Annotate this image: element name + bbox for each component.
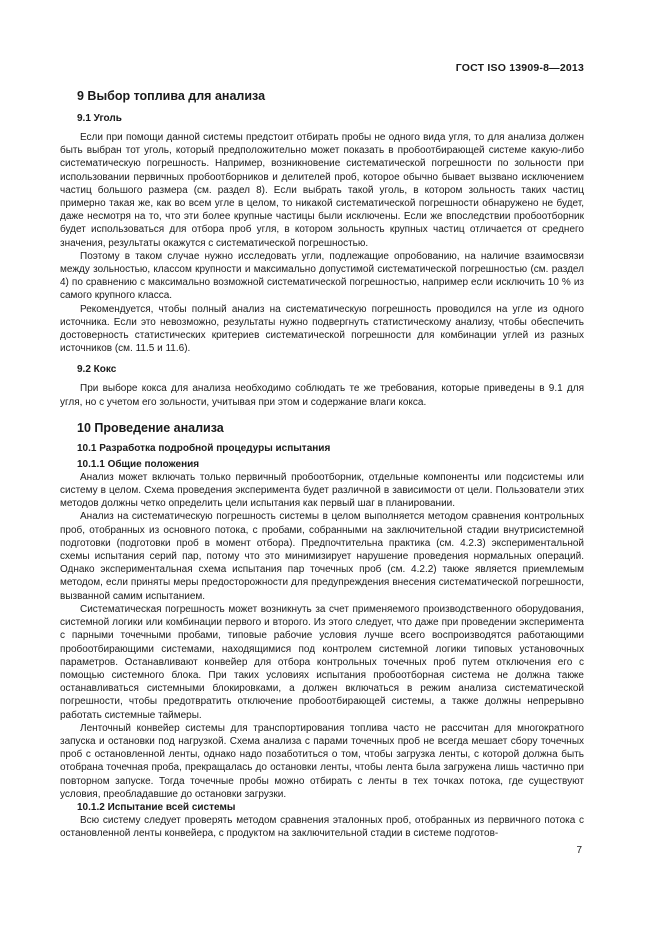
subsection-10-1-1-heading: 10.1.1 Общие положения	[77, 458, 200, 470]
paragraph: Рекомендуется, чтобы полный анализ на систематическую погрешность проводился на угле из одного источника. Если это невозможно, результаты нужно подвергнуть статистическому анализу, чтобы обеспечить достоверность статистических критериев систематической погрешности для комбинации углей из разных источников (см. 11.5 и 11.6).	[60, 303, 584, 355]
subsection-9-2-heading: 9.2 Кокс	[77, 364, 117, 376]
paragraph: Анализ на систематическую погрешность системы в целом выполняется методом сравнения контрольных проб, отобранных из основного потока, с пробами, собранными на заключительной стадии внутрисистемной подготовки (подготовки проб в момент отбора). Предпочтительна практика (см. 4.2.3) экспериментальной схемы испытания серий пар, потому что это минимизирует нарушение проведения нормальных операций. Однако экспериментальная схема испытания пар точечных проб (см. 4.2.2) также является приемлемым методом, если приняты меры предосторожности для предупреждения внесения систематической погрешности, вызванной самим испытанием.	[60, 511, 584, 602]
paragraph: Ленточный конвейер системы для транспортирования топлива часто не рассчитан для многократного запуска и остановки под нагрузкой. Схема анализа с парами точечных проб не всегда мешает сбору точечных проб с остановленной ленты, однако надо позаботиться о том, чтобы загрузка ленты, с которой должна быть отобрана точечная проба, прекращалась до остановки ленты, чтобы лента была загружена лишь частично при повторном запуске. Тогда точечные пробы можно отбирать с ленты в тех точках потока, где существуют условия, преобладавшие до остановки загрузки.	[60, 722, 584, 800]
paragraph: Поэтому в таком случае нужно исследовать угли, подлежащие опробованию, на наличие взаимосвязи между зольностью, классом крупности и максимально допустимой систематической погрешностью (см. раздел 4) по сравнению с максимально возможной систематической погрешностью, например если исключить 10 % из самого крупного класса.	[60, 250, 584, 302]
paragraph: При выборе кокса для анализа необходимо соблюдать те же требования, которые приведены в 9.1 для угля, но с учетом его зольности, учитывая при этом и содержание влаги кокса.	[60, 383, 584, 408]
document-code: ГОСТ ISO 13909-8—2013	[455, 62, 584, 74]
paragraph: Анализ может включать только первичный пробоотборник, отдельные компоненты или подсистемы или систему в целом. Схема проведения эксперимента будет различной в зависимости от цели. Пользователи этих методов должны четко определить цели испытания как первый шаг в планировании.	[60, 471, 584, 510]
page-content	[60, 88, 584, 840]
subsection-10-1-2-heading: 10.1.2 Испытание всей системы	[77, 801, 236, 813]
section-9-heading: 9 Выбор топлива для анализа	[77, 89, 266, 103]
paragraph: Если при помощи данной системы предстоит отбирать пробы не одного вида угля, то для анализа должен быть выбран тот уголь, который предположительно может показать в пробоотбирающей системе какую-либо систематическую погрешность. Например, возникновение систематической погрешности по зольности при использовании первичных пробоотборников и делителей проб, которое обычно бывает вызвано исключением частиц большого размера (см. раздел 8). Если выбрать такой уголь, в котором зольность таких частиц примерно такая же, как во всем угле в целом, то никакой систематической погрешности обнаружено не будет, даже несмотря на то, что эти более крупные частицы были исключены. Если же впоследствии пробоотборник будет использоваться для отбора проб угля, в котором зольность крупных частиц отличается от среднего значения, результаты окажутся с систематической погрешностью.	[60, 132, 584, 249]
paragraph: Систематическая погрешность может возникнуть за счет применяемого производственного оборудования, системной логики или комбинации первого и второго. Из этого следует, что даже при проведении эксперимента с парными точечными пробами, типовые рабочие условия лучше всего воспроизводятся работающими пробоотбирающими системами, находящимися под контролем системной логики типовых установочных параметров. Останавливают конвейер для отбора контрольных точечных проб путем отключения его с помощью системного блока. При таких условиях испытания пробоотборная система не должна также останавливаться системными блокировками, а должен включаться в режим анализа систематической погрешности, чтобы предотвратить отключение пробоотбирающей системы, а также должны непрерывно работать системные таймеры.	[60, 603, 584, 721]
page-number: 7	[576, 845, 582, 856]
subsection-10-1-heading: 10.1 Разработка подробной процедуры испытания	[77, 442, 331, 454]
section-10-heading: 10 Проведение анализа	[77, 420, 224, 435]
subsection-9-1-heading: 9.1 Уголь	[77, 113, 122, 124]
paragraph: Всю систему следует проверять методом сравнения эталонных проб, отобранных из первичного потока с остановленной ленты конвейера, с продуктом на заключительной стадии в системе подготов-	[60, 814, 584, 840]
